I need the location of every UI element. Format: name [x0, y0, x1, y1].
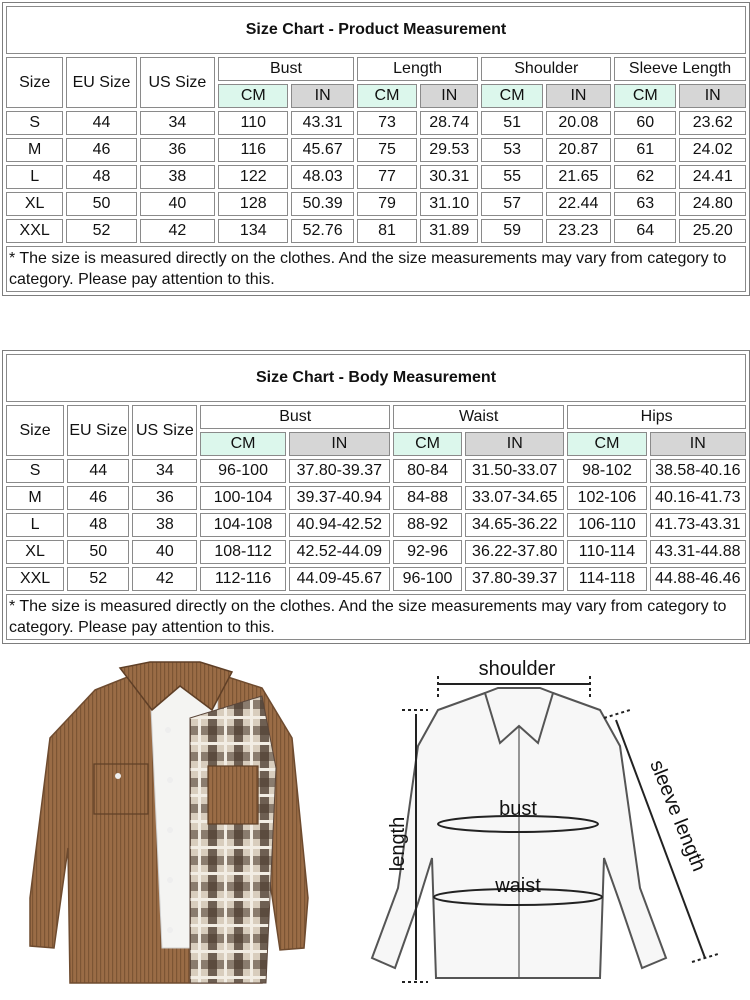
waist-label: waist [495, 875, 541, 897]
table-cell: 53 [481, 138, 542, 162]
unit-in-header: IN [420, 84, 478, 108]
table-cell: 77 [357, 165, 417, 189]
table-cell: 31.89 [420, 219, 478, 243]
size-cell: XXL [6, 219, 63, 243]
size-cell: S [6, 111, 63, 135]
table-cell: 57 [481, 192, 542, 216]
table-cell: 114-118 [567, 567, 646, 591]
table-cell: 75 [357, 138, 417, 162]
unit-in-header: IN [650, 432, 746, 456]
table-cell: 43.31-44.88 [650, 540, 746, 564]
unit-cm-header: CM [481, 84, 542, 108]
unit-in-header: IN [679, 84, 746, 108]
table-cell: 52 [66, 219, 136, 243]
shoulder-header: Shoulder [481, 57, 611, 81]
table-row [6, 165, 746, 189]
table-cell: 40.94-42.52 [289, 513, 390, 537]
size-header: Size [6, 57, 63, 108]
hips-header: Hips [567, 405, 746, 429]
table-cell: 110 [218, 111, 288, 135]
table-cell: 106-110 [567, 513, 646, 537]
table-cell: 134 [218, 219, 288, 243]
table-cell: 33.07-34.65 [465, 486, 564, 510]
body-chart-note: * The size is measured directly on the clothes. And the size measurements may vary from category to category. Please pay attention to this. [6, 594, 746, 640]
size-cell: S [6, 459, 64, 483]
table-cell: 108-112 [200, 540, 285, 564]
unit-in-header: IN [465, 432, 564, 456]
table-row [6, 219, 746, 243]
size-cell: L [6, 165, 63, 189]
table-cell: 60 [614, 111, 676, 135]
length-label: length [387, 816, 409, 872]
table-cell: 48 [67, 513, 129, 537]
table-cell: 42 [140, 219, 215, 243]
table-cell: 38 [140, 165, 215, 189]
table-row [6, 111, 746, 135]
table-cell: 29.53 [420, 138, 478, 162]
table-cell: 31.10 [420, 192, 478, 216]
table-cell: 50.39 [291, 192, 353, 216]
jacket-photo [30, 662, 308, 983]
table-cell: 52 [67, 567, 129, 591]
table-cell: 110-114 [567, 540, 646, 564]
table-cell: 34 [132, 459, 197, 483]
size-cell: M [6, 138, 63, 162]
body-chart-title: Size Chart - Body Measurement [6, 354, 746, 402]
table-cell: 116 [218, 138, 288, 162]
table-row [6, 513, 746, 537]
table-row [6, 192, 746, 216]
table-cell: 50 [66, 192, 136, 216]
table-cell: 38 [132, 513, 197, 537]
size-header: Size [6, 405, 64, 456]
eu-size-header: EU Size [67, 405, 129, 456]
table-cell: 45.67 [291, 138, 353, 162]
table-cell: 122 [218, 165, 288, 189]
table-cell: 46 [66, 138, 136, 162]
table-cell: 43.31 [291, 111, 353, 135]
bust-label: bust [499, 798, 537, 820]
size-cell: M [6, 486, 64, 510]
table-cell: 98-102 [567, 459, 646, 483]
table-cell: 20.87 [546, 138, 611, 162]
table-cell: 41.73-43.31 [650, 513, 746, 537]
table-cell: 64 [614, 219, 676, 243]
unit-cm-header: CM [614, 84, 676, 108]
table-row [6, 459, 746, 483]
table-cell: 37.80-39.37 [289, 459, 390, 483]
table-cell: 104-108 [200, 513, 285, 537]
product-table-body [6, 111, 746, 243]
table-cell: 23.23 [546, 219, 611, 243]
table-cell: 44.88-46.46 [650, 567, 746, 591]
table-cell: 20.08 [546, 111, 611, 135]
table-row [6, 486, 746, 510]
table-cell: 37.80-39.37 [465, 567, 564, 591]
body-size-chart [2, 350, 750, 644]
table-cell: 96-100 [393, 567, 462, 591]
table-cell: 88-92 [393, 513, 462, 537]
table-row [6, 567, 746, 591]
table-cell: 112-116 [200, 567, 285, 591]
product-size-table [3, 3, 749, 295]
product-size-chart [2, 2, 750, 296]
body-table-body [6, 459, 746, 591]
table-cell: 24.41 [679, 165, 746, 189]
table-cell: 96-100 [200, 459, 285, 483]
sleeve-length-label: sleeve length [645, 756, 710, 875]
us-size-header: US Size [132, 405, 197, 456]
table-cell: 46 [67, 486, 129, 510]
product-chart-note: * The size is measured directly on the clothes. And the size measurements may vary from category to category. Please pay attention to this. [6, 246, 746, 292]
table-row [6, 540, 746, 564]
unit-cm-header: CM [357, 84, 417, 108]
table-cell: 25.20 [679, 219, 746, 243]
unit-cm-header: CM [567, 432, 646, 456]
table-cell: 36 [140, 138, 215, 162]
table-cell: 40 [140, 192, 215, 216]
size-cell: XL [6, 540, 64, 564]
table-cell: 50 [67, 540, 129, 564]
table-cell: 73 [357, 111, 417, 135]
table-cell: 39.37-40.94 [289, 486, 390, 510]
table-cell: 34 [140, 111, 215, 135]
table-cell: 59 [481, 219, 542, 243]
size-cell: XXL [6, 567, 64, 591]
table-cell: 36 [132, 486, 197, 510]
table-cell: 31.50-33.07 [465, 459, 564, 483]
table-cell: 36.22-37.80 [465, 540, 564, 564]
table-cell: 63 [614, 192, 676, 216]
table-cell: 44.09-45.67 [289, 567, 390, 591]
unit-cm-header: CM [200, 432, 285, 456]
table-cell: 38.58-40.16 [650, 459, 746, 483]
unit-cm-header: CM [393, 432, 462, 456]
table-cell: 80-84 [393, 459, 462, 483]
table-cell: 40 [132, 540, 197, 564]
table-cell: 30.31 [420, 165, 478, 189]
table-cell: 62 [614, 165, 676, 189]
table-cell: 81 [357, 219, 417, 243]
unit-in-header: IN [546, 84, 611, 108]
waist-header: Waist [393, 405, 564, 429]
unit-in-header: IN [289, 432, 390, 456]
table-cell: 92-96 [393, 540, 462, 564]
table-cell: 102-106 [567, 486, 646, 510]
table-cell: 34.65-36.22 [465, 513, 564, 537]
table-cell: 42.52-44.09 [289, 540, 390, 564]
bust-header: Bust [218, 57, 354, 81]
table-cell: 24.02 [679, 138, 746, 162]
shoulder-label: shoulder [478, 658, 556, 680]
table-cell: 84-88 [393, 486, 462, 510]
table-cell: 100-104 [200, 486, 285, 510]
table-cell: 52.76 [291, 219, 353, 243]
table-cell: 22.44 [546, 192, 611, 216]
unit-in-header: IN [291, 84, 353, 108]
table-cell: 48 [66, 165, 136, 189]
product-illustration [0, 648, 750, 1000]
table-cell: 23.62 [679, 111, 746, 135]
size-cell: XL [6, 192, 63, 216]
table-cell: 128 [218, 192, 288, 216]
table-row [6, 138, 746, 162]
unit-cm-header: CM [218, 84, 288, 108]
size-cell: L [6, 513, 64, 537]
table-cell: 21.65 [546, 165, 611, 189]
table-cell: 44 [66, 111, 136, 135]
bust-header: Bust [200, 405, 389, 429]
table-cell: 42 [132, 567, 197, 591]
table-cell: 61 [614, 138, 676, 162]
length-header: Length [357, 57, 479, 81]
table-cell: 28.74 [420, 111, 478, 135]
table-cell: 51 [481, 111, 542, 135]
table-cell: 44 [67, 459, 129, 483]
sleeve-length-header: Sleeve Length [614, 57, 746, 81]
product-chart-title: Size Chart - Product Measurement [6, 6, 746, 54]
body-size-table [3, 351, 749, 643]
table-cell: 40.16-41.73 [650, 486, 746, 510]
table-cell: 55 [481, 165, 542, 189]
table-cell: 48.03 [291, 165, 353, 189]
table-cell: 24.80 [679, 192, 746, 216]
eu-size-header: EU Size [66, 57, 136, 108]
us-size-header: US Size [140, 57, 215, 108]
table-cell: 79 [357, 192, 417, 216]
